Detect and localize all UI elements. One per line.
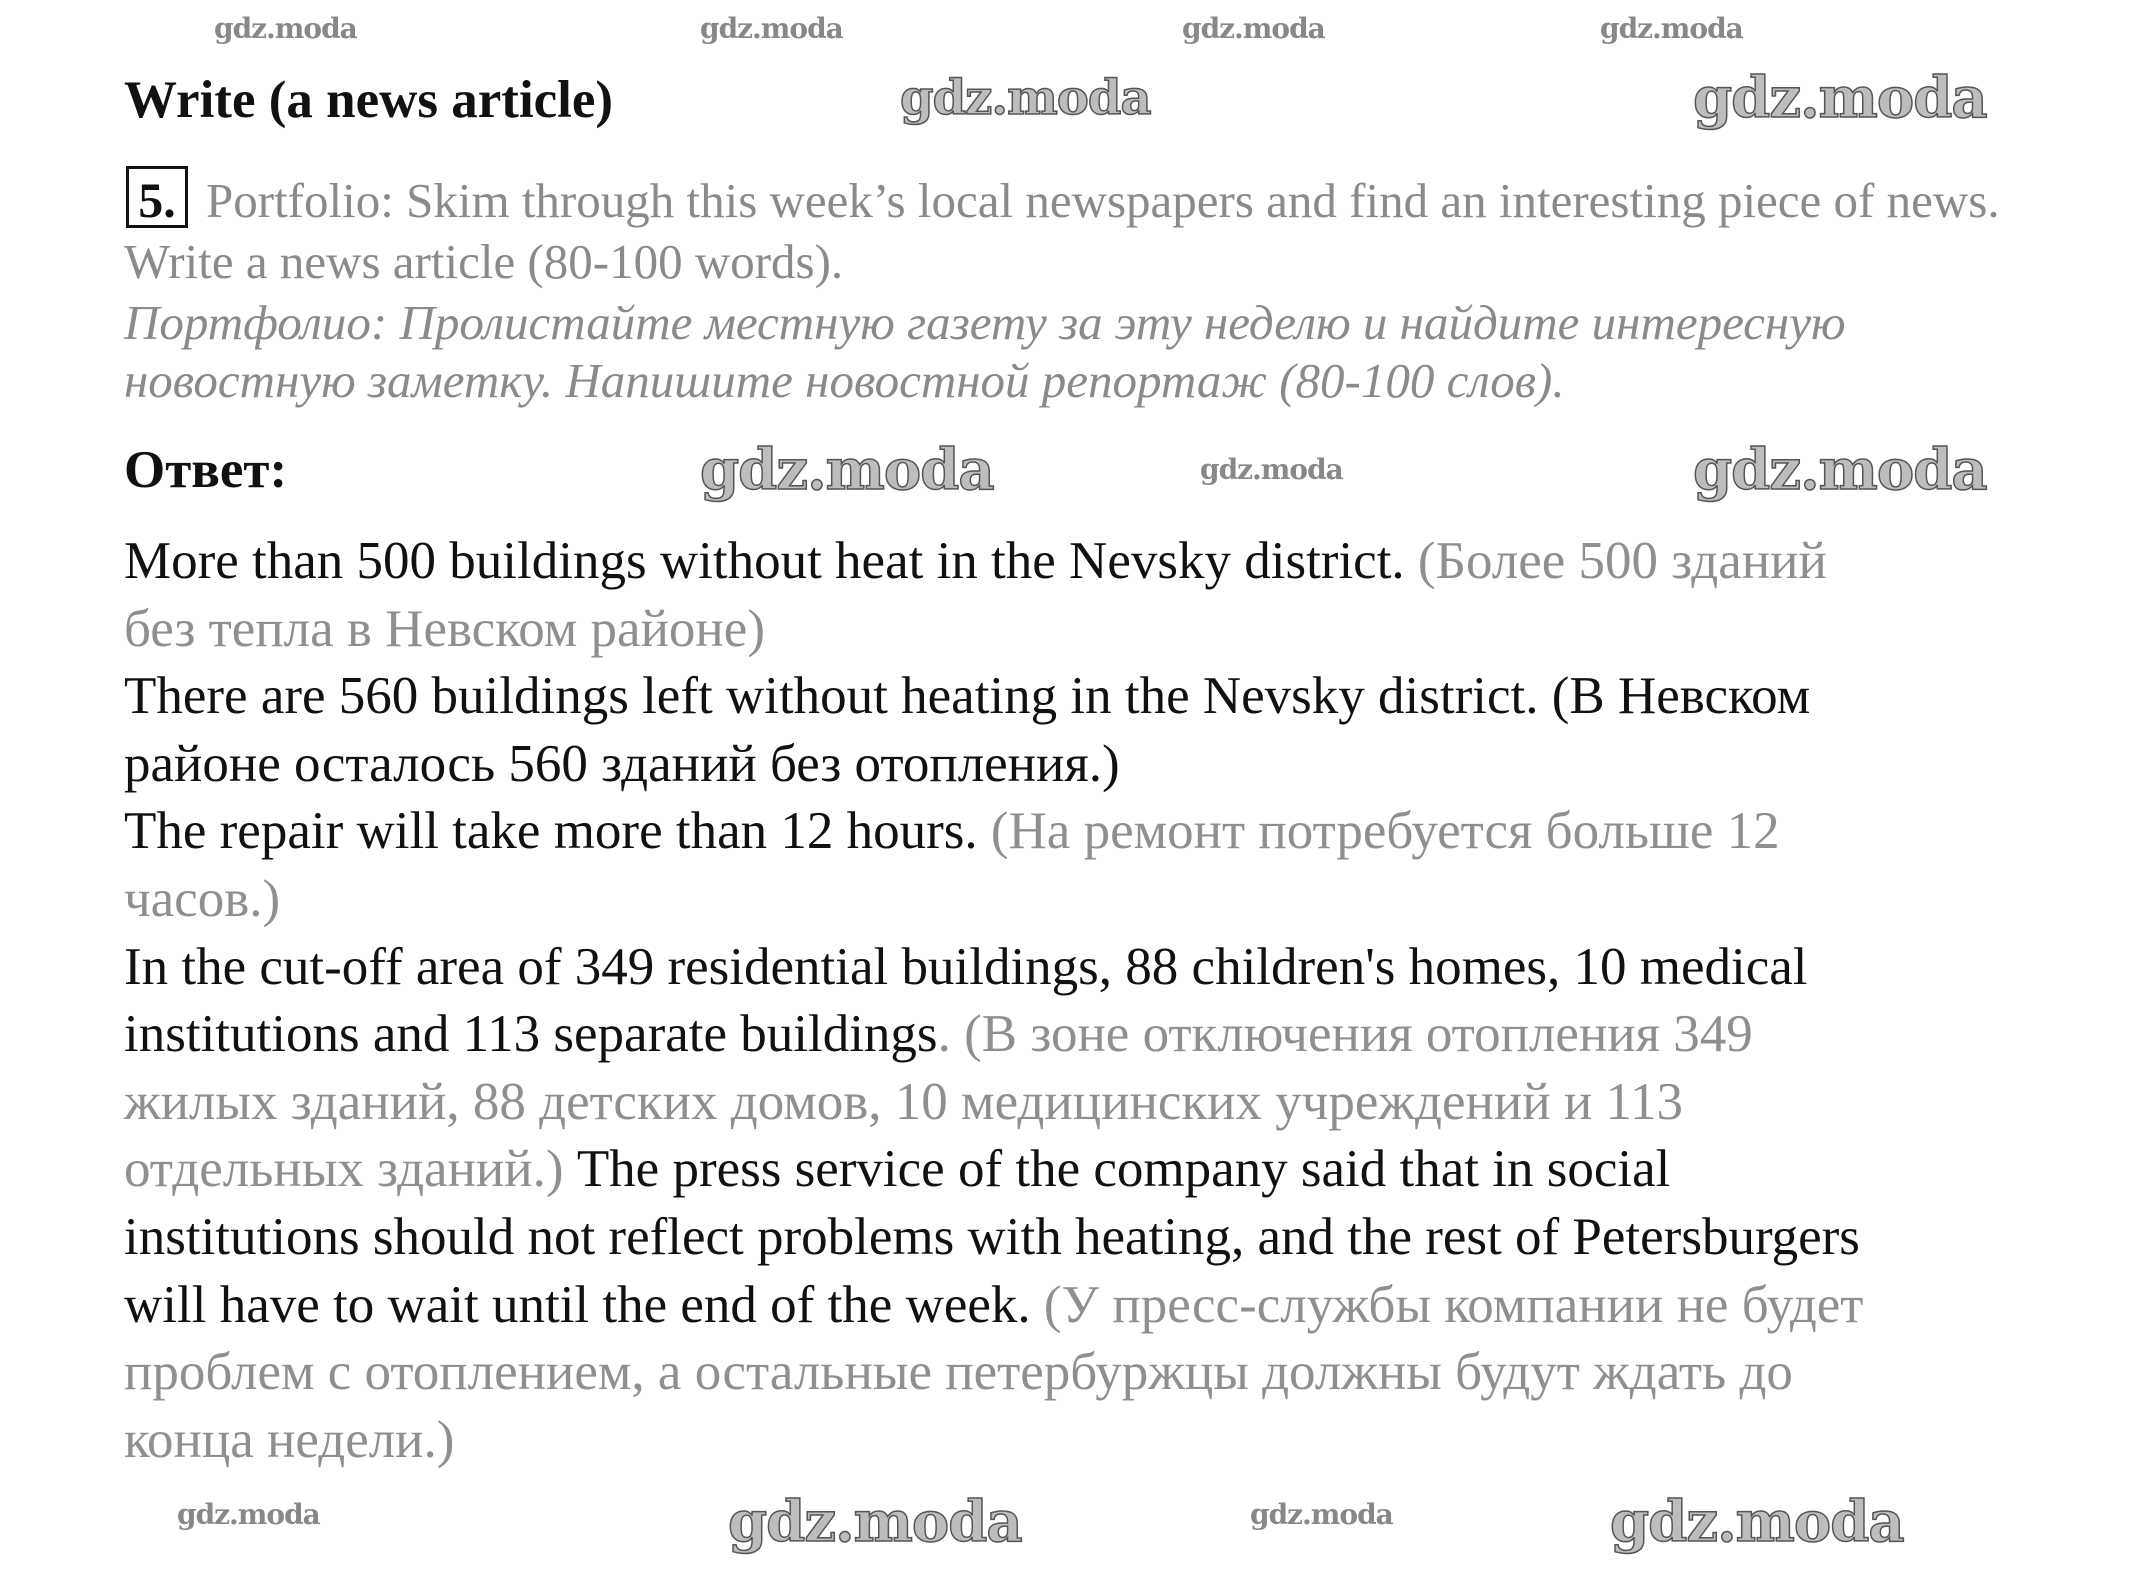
answer-line	[124, 528, 1863, 596]
watermark: gdz.moda	[728, 1489, 1022, 1555]
english-text: The repair will take more than 12 hours.	[124, 802, 978, 861]
english-text: will have to wait until the end of the week.	[124, 1275, 1031, 1334]
answer-line	[124, 1001, 1863, 1069]
watermark: gdz.moda	[1200, 453, 1343, 486]
watermark: gdz.moda	[700, 437, 994, 503]
answer-line	[124, 1204, 1863, 1272]
russian-text: жилых зданий, 88 детских домов, 10 медицинских учреждений и 113	[124, 1072, 1683, 1131]
watermark: gdz.moda	[1182, 12, 1325, 45]
russian-text: (Более 500 зданий	[1404, 532, 1827, 590]
russian-text: районе осталось 560 зданий без отопления.)	[124, 734, 1120, 793]
russian-text: . (В зоне отключения отопления 349	[937, 1005, 1753, 1064]
answer-line	[124, 1407, 1863, 1475]
task-text-line-2: Write a news article (80-100 words).	[124, 234, 844, 289]
answer-line	[124, 1069, 1863, 1137]
watermark: gdz.moda	[1610, 1489, 1904, 1555]
english-text: The press service of the company said that in social	[563, 1140, 1671, 1199]
watermark: gdz.moda	[214, 12, 357, 45]
russian-text: проблем с отоплением, а остальные петербуржцы должны будут ждать до	[124, 1343, 1793, 1402]
watermark: gdz.moda	[1693, 437, 1987, 503]
task-translation-line-1: Портфолио: Пролистайте местную газету за эту неделю и найдите интересную	[124, 295, 1846, 350]
english-text: institutions and 113 separate buildings	[124, 1005, 938, 1064]
russian-text: отдельных зданий.)	[124, 1140, 564, 1199]
watermark: gdz.moda	[1600, 12, 1743, 45]
watermark: gdz.moda	[900, 70, 1151, 126]
answer-line	[124, 866, 1863, 934]
russian-text: (У пресс-службы компании не будет	[1030, 1275, 1864, 1334]
watermark: gdz.moda	[1250, 1498, 1393, 1531]
russian-text: (На ремонт потребуется больше 12	[977, 802, 1780, 861]
answer-line	[124, 731, 1863, 799]
english-text: institutions should not reflect problems with heating, and the rest of Petersburgers	[124, 1207, 1860, 1266]
answer-line	[124, 934, 1863, 1002]
watermark: gdz.moda	[177, 1498, 320, 1531]
english-text: In the cut-off area of 349 residential buildings, 88 children's homes, 10 medical	[124, 937, 1808, 996]
answer-line	[124, 798, 1863, 866]
russian-text: конца недели.)	[124, 1410, 455, 1469]
answer-line	[124, 663, 1863, 731]
answer-heading: Ответ:	[124, 441, 288, 499]
english-text: There are 560 buildings left without heating in the Nevsky district. (В Невском	[124, 667, 1811, 726]
answer-line	[124, 1272, 1863, 1340]
answer-body	[124, 528, 1863, 1474]
russian-text: часов.)	[124, 869, 281, 928]
watermark: gdz.moda	[700, 12, 843, 45]
task-translation-line-2: новостную заметку. Напишите новостной репортаж (80-100 слов).	[124, 353, 1565, 408]
task-text-line-1: Portfolio: Skim through this week’s local newspapers and find an interesting piece of news.	[206, 173, 2000, 228]
exercise-number: 5.	[126, 166, 188, 228]
watermark: gdz.moda	[1693, 65, 1987, 131]
russian-text: без тепла в Невском районе)	[124, 599, 765, 658]
answer-line	[124, 596, 1863, 664]
english-text: More than 500 buildings without heat in the Nevsky district.	[124, 532, 1405, 590]
answer-line	[124, 1339, 1863, 1407]
answer-line	[124, 1136, 1863, 1204]
page-title: Write (a news article)	[124, 71, 614, 129]
